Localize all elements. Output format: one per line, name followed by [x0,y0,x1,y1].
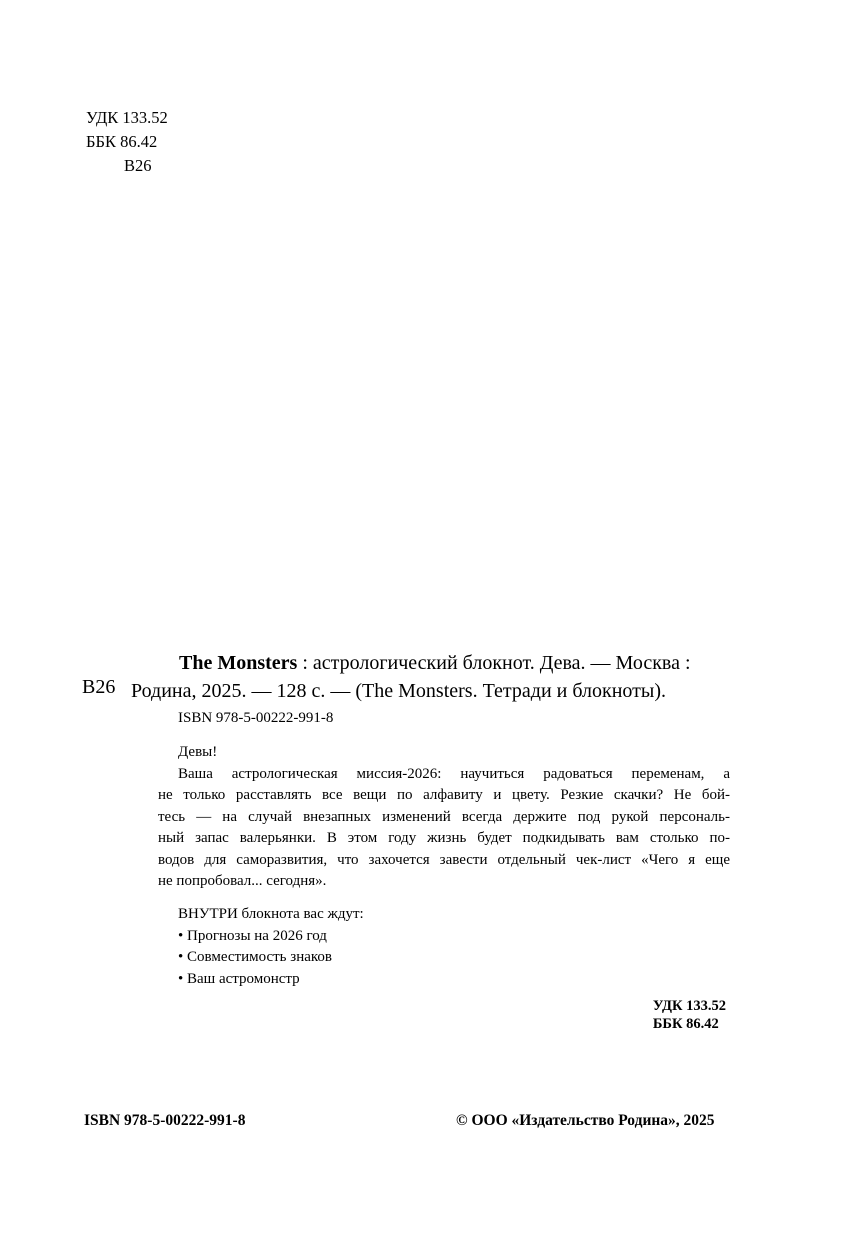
annotation-line: Ваша астрологическая миссия-2026: научиться радоваться переменам, а [178,765,730,782]
udk-code: УДК 133.52 [86,108,168,127]
footer-bbk-code: ББК 86.42 [652,1016,719,1032]
title-main: The Monsters [179,652,298,674]
title-rest: : астрологический блокнот. Дева. — Москва : [297,652,691,674]
author-mark: В26 [82,676,116,698]
inside-heading: ВНУТРИ блокнота вас ждут: [178,906,364,922]
isbn-line: ISBN 978-5-00222-991-8 [178,710,334,726]
title-line-2: Родина, 2025. — 128 с. — (The Monsters. Тетради и блокноты). [131,680,667,702]
annotation-greeting: Девы! [178,744,218,760]
footer-udk-code: УДК 133.52 [652,998,726,1014]
bibliographic-title [131,649,751,705]
inside-list [178,904,364,990]
copyright: © ООО «Издательство Родина», 2025 [456,1112,715,1129]
isbn-bottom: ISBN 978-5-00222-991-8 [84,1112,246,1129]
inside-item: • Прогнозы на 2026 год [178,927,327,944]
header-classification-codes [86,106,168,178]
bbk-code: ББК 86.42 [86,132,158,151]
inside-item: • Ваш астромонстр [178,970,300,987]
annotation-line: не только расставлять все вещи по алфавиту и цвету. Резкие скачки? Не бой- [158,787,730,803]
author-sign: В26 [124,156,152,175]
inside-item: • Совместимость знаков [178,949,332,965]
annotation-line: водов для саморазвития, что захочется завести отдельный чек-лист «Чего я еще [158,851,730,868]
title-line-1 [131,649,751,677]
annotation [158,742,730,893]
annotation-line: не попробовал... сегодня». [158,873,327,889]
footer-classification-codes [653,997,726,1033]
annotation-line: тесь — на случай внезапных изменений всегда держите под рукой персональ- [158,808,730,825]
annotation-line: ный запас валерьянки. В этом году жизнь будет подкидывать вам столько по- [158,830,730,846]
